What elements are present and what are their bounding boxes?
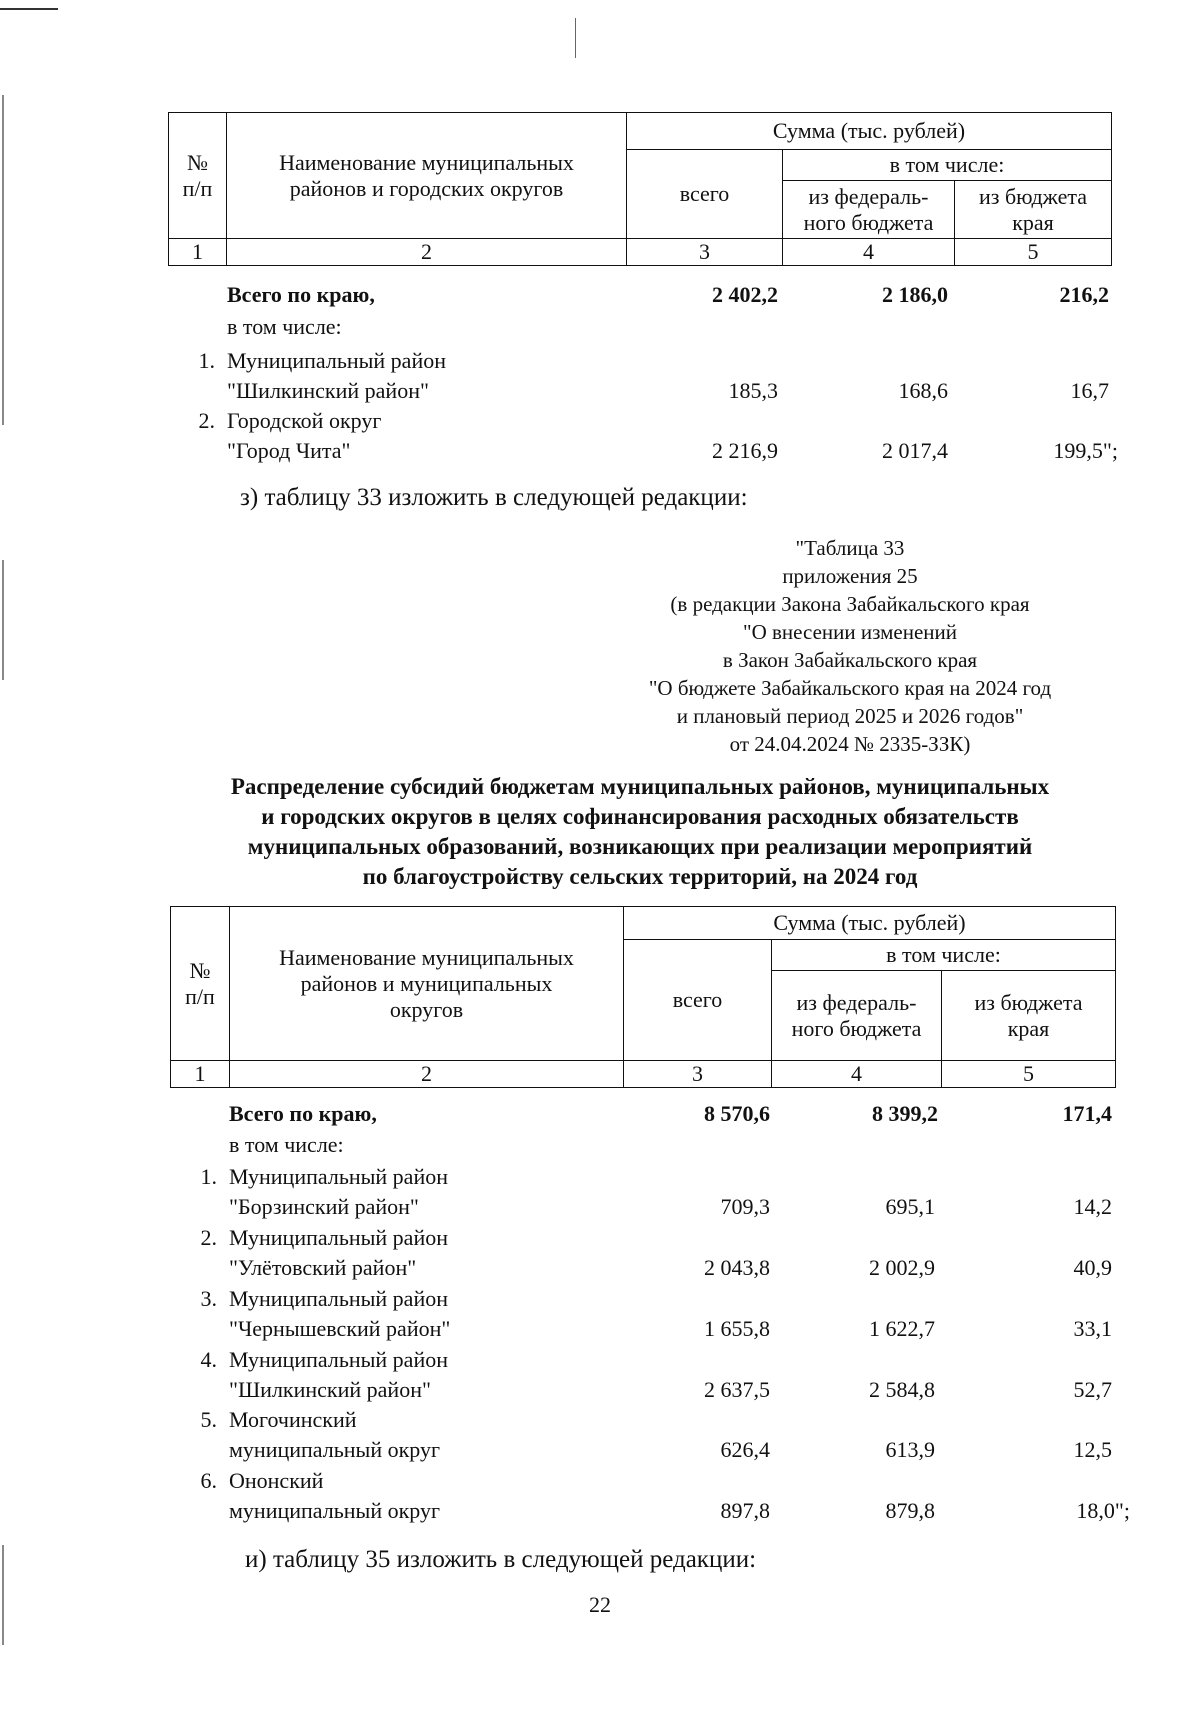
row-name: "Улётовский район"	[229, 1255, 417, 1280]
table1-including: в том числе:	[783, 150, 1112, 181]
row-federal: 879,8	[885, 1498, 935, 1523]
table-heading	[150, 772, 1130, 892]
row-regional: 40,9	[1073, 1255, 1112, 1280]
row-name: Муниципальный район	[227, 348, 446, 373]
note-line: приложения 25	[782, 564, 918, 588]
table2-header	[170, 906, 1116, 1088]
row-federal: 2 002,9	[869, 1255, 935, 1280]
scan-edge-mark	[2, 1545, 4, 1645]
row-name: "Город Чита"	[227, 438, 351, 463]
total-label: Всего по краю,	[227, 282, 375, 307]
row-num: 2.	[198, 408, 215, 433]
scan-mark	[0, 8, 58, 10]
total-sum: 8 570,6	[704, 1101, 770, 1126]
heading-line: по благоустройству сельских территорий, на 2024 год	[362, 864, 918, 889]
table2-including: в том числе:	[772, 940, 1116, 971]
table1-federal: из федераль- ного бюджета	[783, 181, 955, 239]
row-total: 1 655,8	[704, 1316, 770, 1341]
row-federal: 168,6	[898, 378, 948, 403]
row-total: 2 216,9	[712, 438, 778, 463]
row-name: Муниципальный район	[229, 1347, 448, 1372]
scan-edge-mark	[2, 95, 4, 425]
table1-colnum-4: 4	[783, 239, 955, 266]
including-label: в том числе:	[229, 1132, 344, 1157]
row-federal: 613,9	[885, 1437, 935, 1462]
total-sum: 2 402,2	[712, 282, 778, 307]
row-num: 5.	[200, 1407, 217, 1432]
heading-line: Распределение субсидий бюджетам муниципальных районов, муниципальных	[230, 774, 1050, 799]
row-name: Муниципальный район	[229, 1286, 448, 1311]
row-name: Ононский	[229, 1468, 324, 1493]
row-name: Могочинский	[229, 1407, 357, 1432]
table2-colnum-4: 4	[772, 1061, 942, 1088]
row-federal: 1 622,7	[869, 1316, 935, 1341]
row-name: "Борзинский район"	[229, 1194, 419, 1219]
row-name: "Шилкинский район"	[227, 378, 429, 403]
row-num: 1.	[198, 348, 215, 373]
paragraph-i: и) таблицу 35 изложить в следующей редакции:	[245, 1546, 757, 1573]
total-federal: 8 399,2	[872, 1101, 938, 1126]
table1-colnum-5: 5	[955, 239, 1112, 266]
table2-sum-total: всего	[624, 940, 772, 1061]
paragraph-z: з) таблицу 33 изложить в следующей редакции:	[240, 484, 748, 511]
total-label: Всего по краю,	[229, 1101, 377, 1126]
row-regional: 18,0";	[1076, 1498, 1130, 1523]
note-line: "Таблица 33	[795, 536, 905, 560]
row-name: муниципальный округ	[229, 1437, 441, 1462]
table1-regional: из бюджета края	[955, 181, 1112, 239]
note-line: в Закон Забайкальского края	[722, 648, 978, 672]
table1-sum-total: всего	[627, 150, 783, 239]
table2-federal: из федераль- ного бюджета	[772, 971, 942, 1061]
table-note	[620, 534, 1080, 758]
table1-colnum-3: 3	[627, 239, 783, 266]
note-line: "О внесении изменений	[743, 620, 957, 644]
table1-colnum-1: 1	[169, 239, 227, 266]
table2-colnum-3: 3	[624, 1061, 772, 1088]
row-name: Муниципальный район	[229, 1225, 448, 1250]
including-label: в том числе:	[227, 314, 342, 339]
heading-line: муниципальных образований, возникающих при реализации мероприятий	[247, 834, 1033, 859]
table2-colnum-5: 5	[942, 1061, 1116, 1088]
row-total: 626,4	[720, 1437, 770, 1462]
scan-edge-mark	[2, 560, 4, 680]
note-line: от 24.04.2024 № 2335-ЗЗК)	[729, 732, 971, 756]
table2-colnum-1: 1	[171, 1061, 230, 1088]
row-total: 897,8	[720, 1498, 770, 1523]
row-regional: 33,1	[1073, 1316, 1112, 1341]
row-name: "Чернышевский район"	[229, 1316, 451, 1341]
row-num: 2.	[200, 1225, 217, 1250]
row-total: 2 637,5	[704, 1377, 770, 1402]
table1-colnum-2: 2	[227, 239, 627, 266]
table2-regional: из бюджета края	[942, 971, 1116, 1061]
row-name: "Шилкинский район"	[229, 1377, 431, 1402]
table2-sum-group: Сумма (тыс. рублей)	[624, 907, 1116, 940]
heading-line: и городских округов в целях софинансирования расходных обязательств	[261, 804, 1019, 829]
table1-header	[168, 112, 1112, 266]
note-line: (в редакции Закона Забайкальского края	[670, 592, 1030, 616]
row-federal: 2 017,4	[882, 438, 948, 463]
total-federal: 2 186,0	[882, 282, 948, 307]
row-federal: 695,1	[885, 1194, 935, 1219]
row-regional: 14,2	[1073, 1194, 1112, 1219]
row-name: Городской округ	[227, 408, 382, 433]
total-regional: 171,4	[1062, 1101, 1112, 1126]
total-regional: 216,2	[1059, 282, 1109, 307]
table2-colnum-2: 2	[230, 1061, 624, 1088]
row-num: 1.	[200, 1164, 217, 1189]
row-regional: 199,5";	[1053, 438, 1118, 463]
table1-col-name: Наименование муниципальных районов и городских округов	[227, 113, 627, 239]
table1-col-num: № п/п	[169, 113, 227, 239]
row-regional: 16,7	[1070, 378, 1109, 403]
row-federal: 2 584,8	[869, 1377, 935, 1402]
row-regional: 52,7	[1073, 1377, 1112, 1402]
row-num: 6.	[200, 1468, 217, 1493]
row-total: 709,3	[720, 1194, 770, 1219]
fold-mark	[575, 18, 576, 58]
table1-sum-group: Сумма (тыс. рублей)	[627, 113, 1112, 150]
row-name: муниципальный округ	[229, 1498, 441, 1523]
page-number: 22	[589, 1592, 611, 1617]
row-num: 3.	[200, 1286, 217, 1311]
table2-col-name: Наименование муниципальных районов и муниципальных округов	[230, 907, 624, 1061]
table2-col-num: № п/п	[171, 907, 230, 1061]
row-num: 4.	[200, 1347, 217, 1372]
note-line: "О бюджете Забайкальского края на 2024 год	[648, 676, 1052, 700]
row-regional: 12,5	[1073, 1437, 1112, 1462]
row-total: 2 043,8	[704, 1255, 770, 1280]
note-line: и плановый период 2025 и 2026 годов"	[676, 704, 1024, 728]
row-name: Муниципальный район	[229, 1164, 448, 1189]
row-total: 185,3	[728, 378, 778, 403]
